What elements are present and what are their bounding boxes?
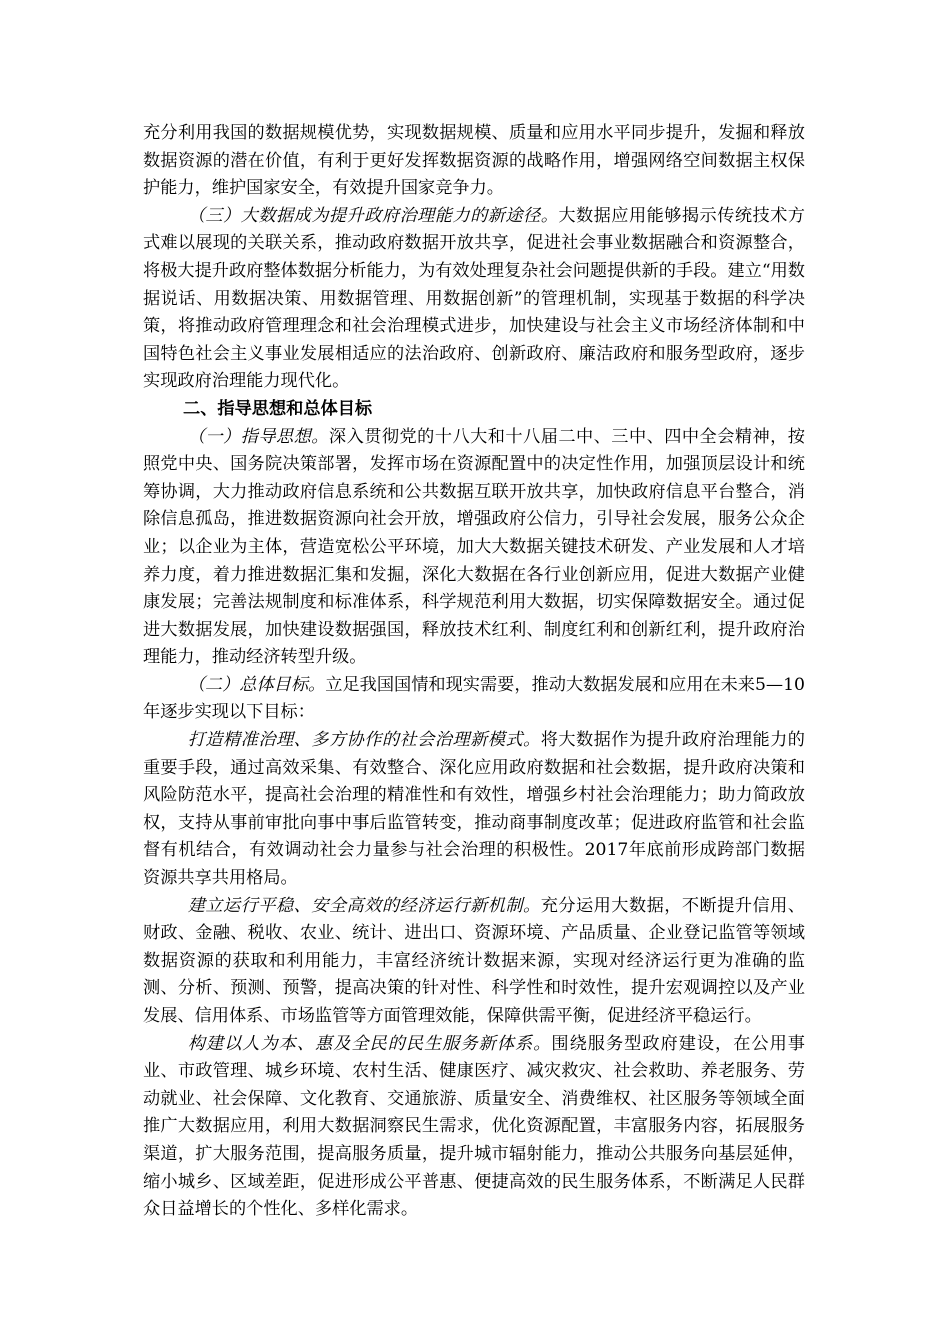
paragraph-body: 大数据应用能够揭示传统技术方式难以展现的关联关系，推动政府数据开放共享，促进社会事业数据融合和资源整合，将极大提升政府整体数据分析能力，为有效处理复杂社会问题提供新的手段。建立“用数据说话、用数据决策、用数据管理、用数据创新”的管理机制，实现基于数据的科学决策，将推动政府管理理念和社会治理模式进步，加快建设与社会主义市场经济体制和中国特色社会主义事业发展相适应的法治政府、创新政府、廉洁政府和服务型政府，逐步实现政府治理能力现代化。 (143, 205, 805, 392)
paragraph-social-governance (143, 727, 805, 893)
document-page (143, 120, 805, 1224)
paragraph-guiding-ideology (143, 424, 805, 672)
paragraph-continuation: 充分利用我国的数据规模优势，实现数据规模、质量和应用水平同步提升，发掘和释放数据资源的潜在价值，有利于更好发挥数据资源的战略作用，增强网络空间数据主权保护能力，维护国家安全，有效提升国家竞争力。 (143, 123, 805, 199)
paragraph-government-governance (143, 203, 805, 396)
paragraph-livelihood-service (143, 1031, 805, 1224)
section-heading: 二、指导思想和总体目标 (183, 398, 373, 419)
paragraph-overall-goal (143, 672, 805, 727)
paragraph-body: 深入贯彻党的十八大和十八届二中、三中、四中全会精神，按照党中央、国务院决策部署，发挥市场在资源配置中的决定性作用，加强顶层设计和统筹协调，大力推动政府信息系统和公共数据互联开放共享，加快政府信息平台整合，消除信息孤岛，推进数据资源向社会开放，增强政府公信力，引导社会发展，服务公众企业；以企业为主体，营造宽松公平环境，加大大数据关键技术研发、产业发展和人才培养力度，着力推进数据汇集和发掘，深化大数据在各行业创新应用，促进大数据产业健康发展；完善法规制度和标准体系，科学规范利用大数据，切实保障数据安全。通过促进大数据发展，加快建设数据强国，释放技术红利、制度红利和创新红利，提升政府治理能力，推动经济转型升级。 (143, 426, 805, 668)
paragraph-body: 立足我国国情和现实需要，推动大数据发展和应用在未来5—10年逐步实现以下目标： (143, 674, 805, 723)
paragraph-lead: 建立运行平稳、安全高效的经济运行新机制。 (187, 895, 541, 916)
paragraph-lead: （三）大数据成为提升政府治理能力的新途径。 (187, 205, 559, 226)
paragraph-lead: （二）总体目标。 (187, 674, 326, 695)
paragraph-lead: 打造精准治理、多方协作的社会治理新模式。 (187, 730, 541, 751)
paragraph-body: 将大数据作为提升政府治理能力的重要手段，通过高效采集、有效整合、深化应用政府数据和社会数据，提升政府决策和风险防范水平，提高社会治理的精准性和有效性，增强乡村社会治理能力；助力简政放权，支持从事前审批向事中事后监管转变，推动商事制度改革；促进政府监管和社会监督有机结合，有效调动社会力量参与社会治理的积极性。2017年底前形成跨部门数据资源共享共用格局。 (143, 730, 805, 889)
paragraph-lead: （一）指导思想。 (187, 426, 329, 447)
paragraph-body: 充分运用大数据，不断提升信用、财政、金融、税收、农业、统计、进出口、资源环境、产品质量、企业登记监管等领域数据资源的获取和利用能力，丰富经济统计数据来源，实现对经济运行更为准确的监测、分析、预测、预警，提高决策的针对性、科学性和时效性，提升宏观调控以及产业发展、信用体系、市场监管等方面管理效能，保障供需平衡，促进经济平稳运行。 (143, 895, 805, 1026)
paragraph-body: 围绕服务型政府建设，在公用事业、市政管理、城乡环境、农村生活、健康医疗、减灾救灾、社会救助、养老服务、劳动就业、社会保障、文化教育、交通旅游、质量安全、消费维权、社区服务等领域全面推广大数据应用，利用大数据洞察民生需求，优化资源配置，丰富服务内容，拓展服务渠道，扩大服务范围，提高服务质量，提升城市辐射能力，推动公共服务向基层延伸，缩小城乡、区域差距，促进形成公平普惠、便捷高效的民生服务体系，不断满足人民群众日益增长的个性化、多样化需求。 (143, 1033, 805, 1220)
paragraph-economic-mechanism (143, 893, 805, 1031)
paragraph-lead: 构建以人为本、惠及全民的民生服务新体系。 (187, 1033, 552, 1054)
